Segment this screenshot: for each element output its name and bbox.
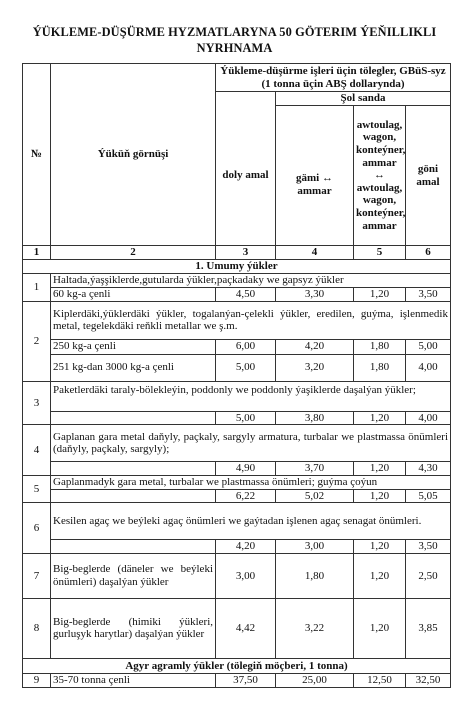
section-heading-row	[23, 658, 451, 673]
row-number: 2	[23, 301, 51, 381]
table-row	[23, 339, 451, 354]
section-heading-row	[23, 260, 451, 274]
value-cell: 3,22	[276, 598, 354, 658]
column-number: 3	[216, 246, 276, 260]
row-description: Paketlerdäki taraly-bölekleýin, poddonly we poddonly ýaşiklerde daşalýan ýükler;	[51, 381, 451, 411]
row-description: 35-70 tonna çenli	[51, 673, 216, 687]
row-number: 4	[23, 425, 51, 476]
row-number: 6	[23, 503, 51, 554]
section-heading: Agyr agramly ýükler (tölegiň möçberi, 1 tonna)	[23, 658, 451, 673]
row-description: Big-beglerde (himiki ýükleri, gurluşyk harytlar) daşalýan ýükler	[51, 598, 216, 658]
header-goni-amal: göni amal	[406, 106, 451, 246]
page-title: ÝÜKLEME-DÜŞÜRME HYZMATLARYNA 50 GÖTERIM ÝEŇILLIKLI NYRHNAMA	[32, 25, 437, 55]
value-cell: 6,22	[216, 489, 276, 503]
value-cell: 4,20	[216, 540, 276, 554]
value-cell: 1,20	[354, 598, 406, 658]
value-cell: 32,50	[406, 673, 451, 687]
row-description: Kesilen agaç we beýleki agaç önümleri we gaýtadan işlenen agaç senagat önümleri.	[51, 503, 451, 540]
header-awtoulag: awtoulag, wagon, konteýner, ammar ↔ awtoulag, wagon, konteýner, ammar	[354, 106, 406, 246]
header-number: №	[23, 64, 51, 246]
header-rates: Ýükleme-düşürme işleri üçin tölegler, GBüS-syz (1 tonna üçin ABŞ dollarynda)	[216, 64, 451, 92]
value-cell: 3,50	[406, 288, 451, 302]
column-number: 5	[354, 246, 406, 260]
value-cell: 12,50	[354, 673, 406, 687]
table-row	[23, 489, 451, 503]
tariff-table	[22, 63, 451, 688]
value-cell: 1,20	[354, 540, 406, 554]
table-row	[23, 411, 451, 425]
row-sublabel	[51, 411, 216, 425]
header-cargo-type: Ýüküň görnüşi	[51, 64, 216, 246]
table-row	[23, 381, 451, 411]
row-number: 5	[23, 475, 51, 503]
section-heading: 1. Umumy ýükler	[23, 260, 451, 274]
value-cell: 6,00	[216, 339, 276, 354]
value-cell: 3,50	[406, 540, 451, 554]
value-cell: 3,20	[276, 354, 354, 381]
value-cell: 5,00	[216, 354, 276, 381]
row-number: 9	[23, 673, 51, 687]
row-number: 1	[23, 274, 51, 302]
header-doly-amal: doly amal	[216, 106, 276, 246]
value-cell: 3,30	[276, 288, 354, 302]
value-cell: 3,85	[406, 598, 451, 658]
value-cell: 1,20	[354, 288, 406, 302]
value-cell: 4,42	[216, 598, 276, 658]
value-cell: 5,00	[216, 411, 276, 425]
value-cell: 5,05	[406, 489, 451, 503]
header-row	[23, 64, 451, 92]
value-cell: 25,00	[276, 673, 354, 687]
value-cell: 4,50	[216, 288, 276, 302]
column-number: 6	[406, 246, 451, 260]
table-row	[23, 425, 451, 462]
row-number: 7	[23, 553, 51, 598]
value-cell: 3,00	[276, 540, 354, 554]
value-cell: 4,30	[406, 462, 451, 476]
table-row	[23, 540, 451, 554]
row-description: Gaplanmadyk gara metal, turbalar we plastmassa önümleri; guýma çoýun	[51, 475, 451, 489]
value-cell: 4,20	[276, 339, 354, 354]
row-description: Haltada,ýaşşiklerde,gutularda ýükler,paçkadaky we gapsyz ýükler	[51, 274, 451, 288]
row-description: Kiplerdäki,ýüklerdäki ýükler, togalanýan-çelekli ýükler, eredilen, guýma, işlenmedik metal, tegelekdäki reňkli metallar we ş.m.	[51, 301, 451, 339]
row-sublabel	[51, 540, 216, 554]
value-cell: 3,70	[276, 462, 354, 476]
column-number: 4	[276, 246, 354, 260]
header-sol-sanda: Şol sanda	[276, 92, 451, 106]
value-cell: 1,20	[354, 489, 406, 503]
table-row	[23, 301, 451, 339]
table-row	[23, 354, 451, 381]
value-cell: 1,80	[276, 553, 354, 598]
value-cell: 4,00	[406, 354, 451, 381]
row-sublabel: 251 kg-dan 3000 kg-a çenli	[51, 354, 216, 381]
value-cell: 1,20	[354, 553, 406, 598]
row-number: 3	[23, 381, 51, 425]
header-gami-ammar: gämi ↔ ammar	[276, 106, 354, 246]
column-number-row	[23, 246, 451, 260]
row-sublabel	[51, 462, 216, 476]
table-row	[23, 475, 451, 489]
value-cell: 37,50	[216, 673, 276, 687]
table-row	[23, 288, 451, 302]
row-sublabel: 60 kg-a çenli	[51, 288, 216, 302]
column-number: 1	[23, 246, 51, 260]
table-row	[23, 598, 451, 658]
value-cell: 1,80	[354, 354, 406, 381]
value-cell: 3,80	[276, 411, 354, 425]
value-cell: 3,00	[216, 553, 276, 598]
table-row	[23, 462, 451, 476]
table-row	[23, 673, 451, 687]
column-number: 2	[51, 246, 216, 260]
row-number: 8	[23, 598, 51, 658]
row-description: Gaplanan gara metal daňyly, paçkaly, sargyly armatura, turbalar we plastmassa önümleri (daňyly, paçkaly, sargyly);	[51, 425, 451, 462]
row-sublabel: 250 kg-a çenli	[51, 339, 216, 354]
value-cell: 5,02	[276, 489, 354, 503]
table-row	[23, 274, 451, 288]
row-description: Big-beglerde (däneler we beýleki önümleri) daşalýan ýükler	[51, 553, 216, 598]
value-cell: 4,90	[216, 462, 276, 476]
value-cell: 1,20	[354, 462, 406, 476]
value-cell: 2,50	[406, 553, 451, 598]
table-row	[23, 503, 451, 540]
value-cell: 1,20	[354, 411, 406, 425]
value-cell: 5,00	[406, 339, 451, 354]
row-sublabel	[51, 489, 216, 503]
value-cell: 1,80	[354, 339, 406, 354]
table-row	[23, 553, 451, 598]
value-cell: 4,00	[406, 411, 451, 425]
